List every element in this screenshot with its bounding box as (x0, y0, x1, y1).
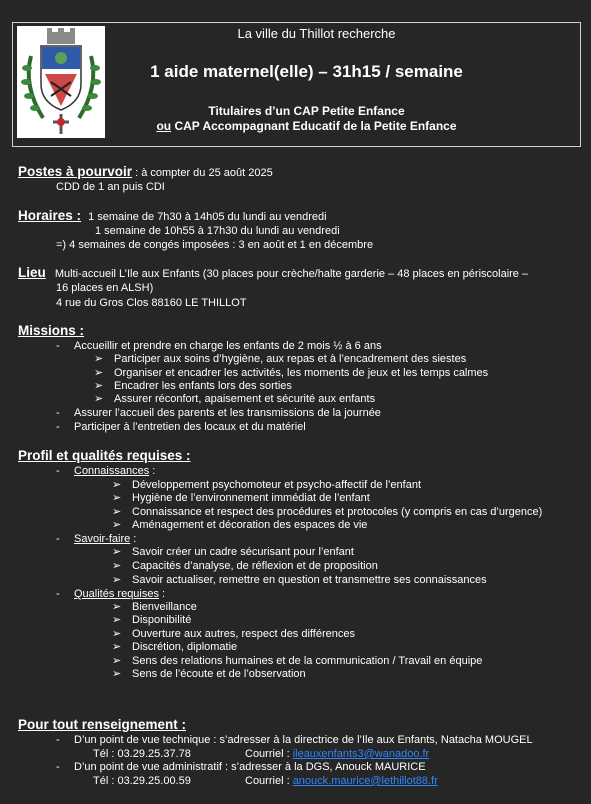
qualification-line-2-text: CAP Accompagnant Educatif de la Petite Enfance (171, 119, 457, 133)
arrow-bullet-icon: ➢ (112, 641, 122, 653)
lieu-line-2: 16 places en ALSH) (56, 282, 154, 294)
connaissances-label-row: - Connaissances : (56, 465, 156, 477)
arrow-bullet-icon: ➢ (112, 614, 122, 626)
connaissance-item (112, 479, 421, 492)
qualites-label-row: - Qualités requises : (56, 588, 166, 600)
arrow-bullet-icon: ➢ (112, 668, 122, 680)
arrow-bullet-icon: ➢ (94, 367, 104, 379)
savoirfaire-text: Savoir actualiser, remettre en question et transmettre ses connaissances (132, 574, 487, 586)
contact-tech-text: D’un point de vue technique : s’adresser à la directrice de l’Ile aux Enfants, Natacha MOUGEL (74, 734, 533, 746)
savoirfaire-item (112, 560, 378, 573)
postes-date: : à compter du 25 août 2025 (132, 167, 273, 179)
mission-subitem (94, 353, 466, 366)
mission-item: - Participer à l’entretien des locaux et du matériel (56, 421, 306, 433)
qualite-item (112, 601, 197, 614)
lieu-address: 4 rue du Gros Clos 88160 LE THILLOT (56, 297, 247, 309)
qualite-text: Disponibilité (132, 614, 192, 626)
mission-text: Participer à l’entretien des locaux et du matériel (74, 421, 306, 433)
missions-heading: Missions : (18, 323, 85, 338)
lieu-section (18, 266, 528, 281)
arrow-bullet-icon: ➢ (112, 546, 122, 558)
savoirfaire-label-row: - Savoir-faire : (56, 533, 137, 545)
contact-admin: - D’un point de vue administratif : s’adresser à la DGS, Anouck MAURICE (56, 761, 426, 773)
contact-admin-email-row (245, 775, 438, 788)
postes-heading: Postes à pourvoir (18, 164, 133, 179)
tech-email-link[interactable]: ileauxenfants3@wanadoo.fr (292, 748, 430, 760)
qualite-text: Ouverture aux autres, respect des différences (132, 628, 355, 640)
mission-subitem (94, 380, 292, 393)
courriel-label: Courriel : (245, 748, 293, 760)
mission-text: Accueillir et prendre en charge les enfants de 2 mois ½ à 6 ans (74, 340, 382, 352)
arrow-bullet-icon: ➢ (94, 393, 104, 405)
mission-subitem-text: Assurer réconfort, apaisement et sécurité aux enfants (114, 393, 376, 405)
mission-text: Assurer l’accueil des parents et les transmissions de la journée (74, 407, 381, 419)
qualification-line-2 (13, 119, 580, 133)
horaires-line-2: 1 semaine de 10h55 à 17h30 du lundi au vendredi (95, 225, 340, 237)
connaissance-text: Hygiène de l’environnement immédiat de l’enfant (132, 492, 370, 504)
horaires-heading: Horaires : (18, 208, 82, 223)
header-box (12, 22, 581, 147)
savoirfaire-text: Savoir créer un cadre sécurisant pour l’enfant (132, 546, 354, 558)
courriel-label: Courriel : (245, 775, 293, 787)
contact-tech-phone: Tél : 03.29.25.37.78 (93, 748, 191, 760)
qualites-label: Qualités requises (74, 588, 159, 600)
arrow-bullet-icon: ➢ (112, 601, 122, 613)
or-word: ou (156, 119, 172, 133)
qualite-item (112, 668, 306, 681)
mission-subitem (94, 393, 375, 406)
connaissance-text: Connaissance et respect des procédures et protocoles (y compris en cas d’urgence) (132, 506, 543, 518)
contact-tech: - D’un point de vue technique : s’adresser à la directrice de l’Ile aux Enfants, Natacha MOUGEL (56, 734, 533, 746)
horaires-line-3: =) 4 semaines de congés imposées : 3 en août et 1 en décembre (56, 239, 374, 251)
qualite-text: Discrétion, diplomatie (132, 641, 238, 653)
qualification-line-1: Titulaires d’un CAP Petite Enfance (208, 104, 405, 118)
qualite-text: Sens de l’écoute et de l’observation (132, 668, 306, 680)
mission-subitem-text: Participer aux soins d’hygiène, aux repas et à l’encadrement des siestes (114, 353, 467, 365)
mission-item: - Assurer l’accueil des parents et les transmissions de la journée (56, 407, 381, 419)
savoirfaire-text: Capacités d’analyse, de réflexion et de proposition (132, 560, 378, 572)
connaissance-item (112, 519, 367, 532)
contact-admin-phone: Tél : 03.29.25.00.59 (93, 775, 191, 787)
mission-subitem-text: Organiser et encadrer les activités, les moments de jeux et les temps calmes (114, 367, 489, 379)
arrow-bullet-icon: ➢ (94, 380, 104, 392)
savoirfaire-item (112, 546, 354, 559)
connaissance-item (112, 492, 370, 505)
lieu-heading: Lieu (18, 265, 46, 280)
qualite-item (112, 628, 355, 641)
mission-subitem (94, 367, 488, 380)
connaissance-item (112, 506, 542, 519)
horaires-section (18, 209, 327, 224)
horaires-line-1: 1 semaine de 7h30 à 14h05 du lundi au vendredi (88, 211, 327, 223)
savoirfaire-item (112, 574, 487, 587)
savoirfaire-label: Savoir-faire (74, 533, 131, 545)
connaissance-text: Développement psychomoteur et psycho-affectif de l’enfant (132, 479, 422, 491)
arrow-bullet-icon: ➢ (112, 519, 122, 531)
mission-subitem-text: Encadrer les enfants lors des sorties (114, 380, 292, 392)
arrow-bullet-icon: ➢ (112, 560, 122, 572)
arrow-bullet-icon: ➢ (112, 506, 122, 518)
qualite-item (112, 641, 237, 654)
arrow-bullet-icon: ➢ (112, 492, 122, 504)
arrow-bullet-icon: ➢ (112, 628, 122, 640)
arrow-bullet-icon: ➢ (94, 353, 104, 365)
postes-section (18, 165, 273, 180)
lieu-line-1: Multi-accueil L’Ile aux Enfants (30 places pour crèche/halte garderie – 48 places en périscolaire – (54, 268, 529, 280)
qualite-text: Bienveillance (132, 601, 197, 613)
arrow-bullet-icon: ➢ (112, 655, 122, 667)
contact-tech-email-row (245, 748, 429, 761)
contact-heading: Pour tout renseignement : (18, 717, 187, 732)
connaissance-text: Aménagement et décoration des espaces de vie (132, 519, 368, 531)
arrow-bullet-icon: ➢ (112, 479, 122, 491)
arrow-bullet-icon: ➢ (112, 574, 122, 586)
admin-email-link[interactable]: anouck.maurice@lethillot88.fr (292, 775, 438, 787)
contact-admin-text: D’un point de vue administratif : s’adresser à la DGS, Anouck MAURICE (74, 761, 426, 773)
postes-contract: CDD de 1 an puis CDI (56, 181, 165, 193)
qualite-item (112, 655, 482, 668)
profil-heading: Profil et qualités requises : (18, 448, 191, 463)
job-title: 1 aide maternel(elle) – 31h15 / semaine (150, 62, 463, 81)
mission-item: - Accueillir et prendre en charge les enfants de 2 mois ½ à 6 ans (56, 340, 382, 352)
connaissances-label: Connaissances (74, 465, 150, 477)
qualite-item (112, 614, 191, 627)
header-recruiter: La ville du Thillot recherche (237, 26, 396, 41)
qualite-text: Sens des relations humaines et de la communication / Travail en équipe (132, 655, 483, 667)
